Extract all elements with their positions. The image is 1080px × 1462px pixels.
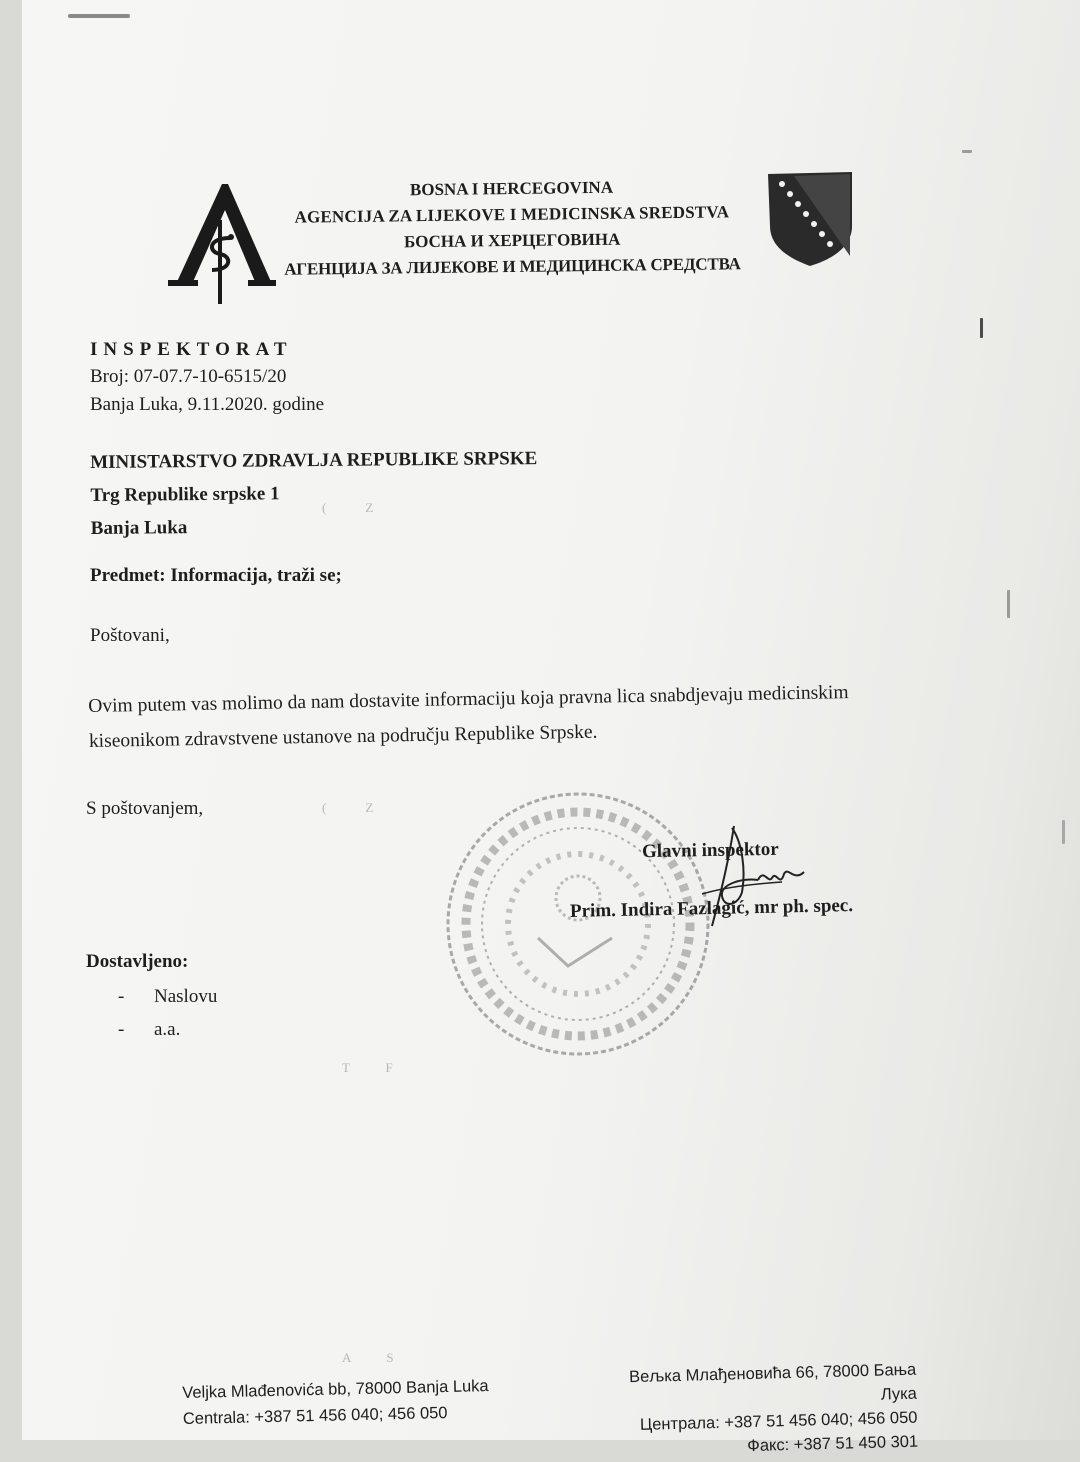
- signatory-name: Prim. Indira Fazlagić, mr ph. spec.: [569, 895, 854, 922]
- signatory-title: Glavni inspektor: [641, 838, 779, 863]
- footer-left-address: Veljka Mlađenovića bb, 78000 Banja Luka: [182, 1377, 489, 1402]
- recipient-street: Trg Republike srpske 1: [90, 483, 280, 506]
- recipient-address: [90, 442, 538, 545]
- delivered-label: Dostavljeno:: [86, 951, 189, 972]
- letterhead-line-country-latin: BOSNA I HERCEGOVINA: [409, 177, 614, 200]
- department-name: INSPEKTORAT: [90, 339, 293, 360]
- show-through-mark: ( Z: [322, 800, 374, 815]
- footer-right-address: Вељка Млађеновића 66, 78000 Бања Лука: [628, 1360, 918, 1404]
- recipient-name: MINISTARSTVO ZDRAVLJA REPUBLIKE SRPSKE: [90, 448, 538, 473]
- show-through-mark: T F: [342, 1060, 393, 1075]
- letterhead-line-country-cyrillic: БОСНА И ХЕРЦЕГОВИНА: [403, 229, 621, 252]
- body-line-2: kiseonikom zdravstvene ustanove na području Republike Srpske.: [88, 721, 598, 752]
- document-page: [22, 0, 1080, 1456]
- recipient-city: Banja Luka: [90, 517, 188, 539]
- coat-of-arms-icon: [764, 170, 856, 268]
- subject-line: Predmet: Informacija, traži se;: [90, 565, 342, 586]
- footer-right-phone: Централа: +387 51 456 040; 456 050: [639, 1408, 918, 1434]
- delivered-item: - Naslovu: [118, 980, 217, 1013]
- letterhead-line-agency-latin: AGENCIJA ZA LIJEKOVE I MEDICINSKA SREDSTVA: [294, 202, 730, 227]
- letterhead: [261, 173, 762, 283]
- delivered-list: [118, 980, 217, 1046]
- delivered-item: - a.a.: [118, 1013, 217, 1046]
- letterhead-line-agency-cyrillic: АГЕНЦИЈА ЗА ЛИЈЕКОВЕ И МЕДИЦИНСКА СРЕДСТВА: [284, 254, 741, 279]
- place-and-date: Banja Luka, 9.11.2020. godine: [90, 394, 325, 415]
- closing-salutation: S poštovanjem,: [86, 798, 204, 819]
- footer-right-fax: Факс: +387 51 450 301: [747, 1432, 919, 1456]
- scan-speck: [980, 318, 983, 338]
- page-edge-mark: [68, 14, 130, 18]
- agency-logo-icon: [168, 180, 276, 308]
- scan-speck: [1007, 590, 1010, 618]
- footer-address-cyrillic: [598, 1358, 918, 1462]
- scan-speck: [1062, 820, 1065, 844]
- show-through-mark: A S: [342, 1350, 394, 1365]
- letter-body: [88, 673, 989, 759]
- scan-speck: [962, 150, 972, 153]
- body-line-1: Ovim putem vas molimo da nam dostavite informaciju koja pravna lica snabdjevaju medicinskim: [88, 682, 849, 717]
- footer-address-latin: [182, 1373, 489, 1432]
- greeting: Poštovani,: [90, 625, 170, 646]
- reference-number: Broj: 07-07.7-10-6515/20: [90, 366, 287, 387]
- show-through-mark: ( Z: [322, 500, 374, 515]
- footer-left-phone: Centrala: +387 51 456 040; 456 050: [182, 1403, 448, 1428]
